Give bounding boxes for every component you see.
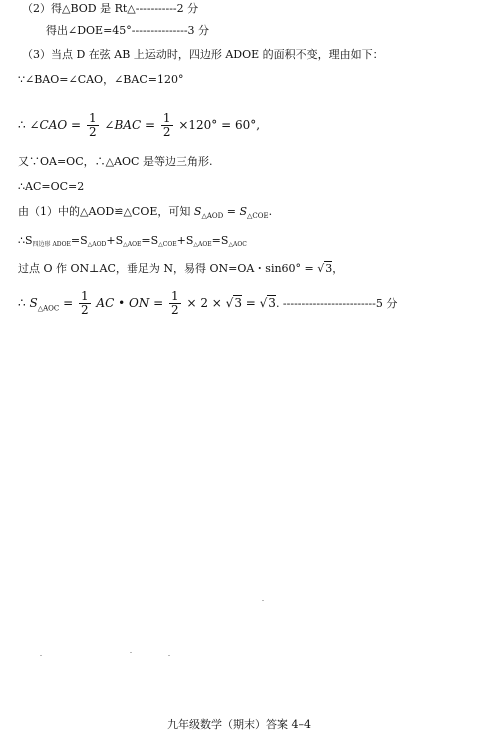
sqrt-symbol-2: √ [225,296,234,310]
eq2-s2: S [239,205,247,218]
eq3-sub-f: △AOC [228,241,247,248]
eq4-fraction-b-den: 2 [171,303,179,317]
scan-speck [40,655,42,656]
equation-area-aoc [18,290,397,317]
eq1-equals-2: = [144,118,156,132]
eq4-fraction-a-den: 2 [80,303,89,317]
sqrt-symbol-3: √ [259,296,268,310]
scan-speck [130,652,132,653]
eq1-mid: ∠BAC [104,118,142,132]
eq3-t3: =S [141,234,159,247]
sqrt-radicand-2: 3 [234,296,242,310]
eq3-t2: +S [106,234,124,247]
eq4-fraction-b-num: 1 [171,289,179,303]
eq4-eq2: = [241,296,260,310]
eq4-eq1: = [63,296,77,310]
sqrt-symbol: √ [317,262,325,275]
line-part3-intro: （3）当点 D 在弦 AB 上运动时，四边形 ADOE 的面积不变，理由如下： [22,48,384,61]
eq1-fraction-a-num: 1 [88,111,97,125]
eq3-prefix: ∴S [18,234,33,247]
eq2-equals: = [223,205,240,218]
eq4-sub: △AOC [37,304,60,313]
eq1-fraction-a-den: 2 [88,125,97,139]
line-area-chain [18,234,247,252]
eq1-fraction-b [161,112,173,139]
eq3-t1: =S [70,234,88,247]
eq1-times: ×120° = 60°, [178,118,261,132]
eq4-tail: . -------------------------5 分 [275,297,398,310]
line-equilateral: 又∵OA=OC，∴△AOC 是等边三角形. [18,155,213,168]
eq2-s1: S [193,205,202,218]
page-footer: 九年级数学（期末）答案 4–4 [167,718,311,731]
line-part2-bod: （2）得△BOD 是 Rt△-----------2 分 [22,2,199,15]
congruent-text: 由（1）中的△AOD≌△COE，可知 [18,205,191,218]
line-on-perpendicular [18,262,343,276]
eq4-prefix: ∴ [18,296,26,310]
eq1-fraction-b-den: 2 [162,125,171,139]
eq4-s: S [29,296,38,310]
eq1-lhs: ∠CAO [29,118,68,132]
scan-speck [262,600,264,601]
eq4-fraction-b [169,290,181,317]
scan-speck [168,655,170,656]
eq1-equals: = [71,118,82,132]
eq2-end: . [268,205,273,218]
eq3-t4: +S [176,234,194,247]
eq4-times: × 2 × [186,296,226,310]
sqrt-radicand: 3 [325,262,333,275]
eq3-sub-b: △AOD [87,241,107,248]
eq2-sub2: △COE [247,212,269,221]
eq3-sub-d: △COE [158,241,177,248]
line-angle-doe: 得出∠DOE=45°---------------3 分 [46,24,210,37]
line-congruent [18,205,272,223]
eq4-mid: AC • ON = [96,296,167,310]
eq3-sub-e: △AOE [193,241,212,248]
eq3-sub-a: 四边形 ADOE [32,241,71,248]
line-angle-given: ∵∠BAO=∠CAO，∠BAC=120° [18,73,184,86]
therefore-symbol: ∴ [18,118,26,132]
eq1-fraction-a [87,112,99,139]
comma: ， [332,262,344,275]
on-perpendicular-text: 过点 O 作 ON⊥AC，垂足为 N，易得 ON=OA・sin60° = [18,262,318,275]
sqrt-radicand-3: 3 [268,296,276,310]
line-ac-oc: ∴AC=OC=2 [18,180,85,193]
equation-cao [18,112,260,139]
eq3-sub-c: △AOE [123,241,142,248]
eq4-fraction-a-num: 1 [80,289,89,303]
eq3-t5: =S [211,234,229,247]
eq4-fraction-a [79,290,91,317]
eq1-fraction-b-num: 1 [162,111,171,125]
eq2-sub1: △AOD [201,212,224,221]
